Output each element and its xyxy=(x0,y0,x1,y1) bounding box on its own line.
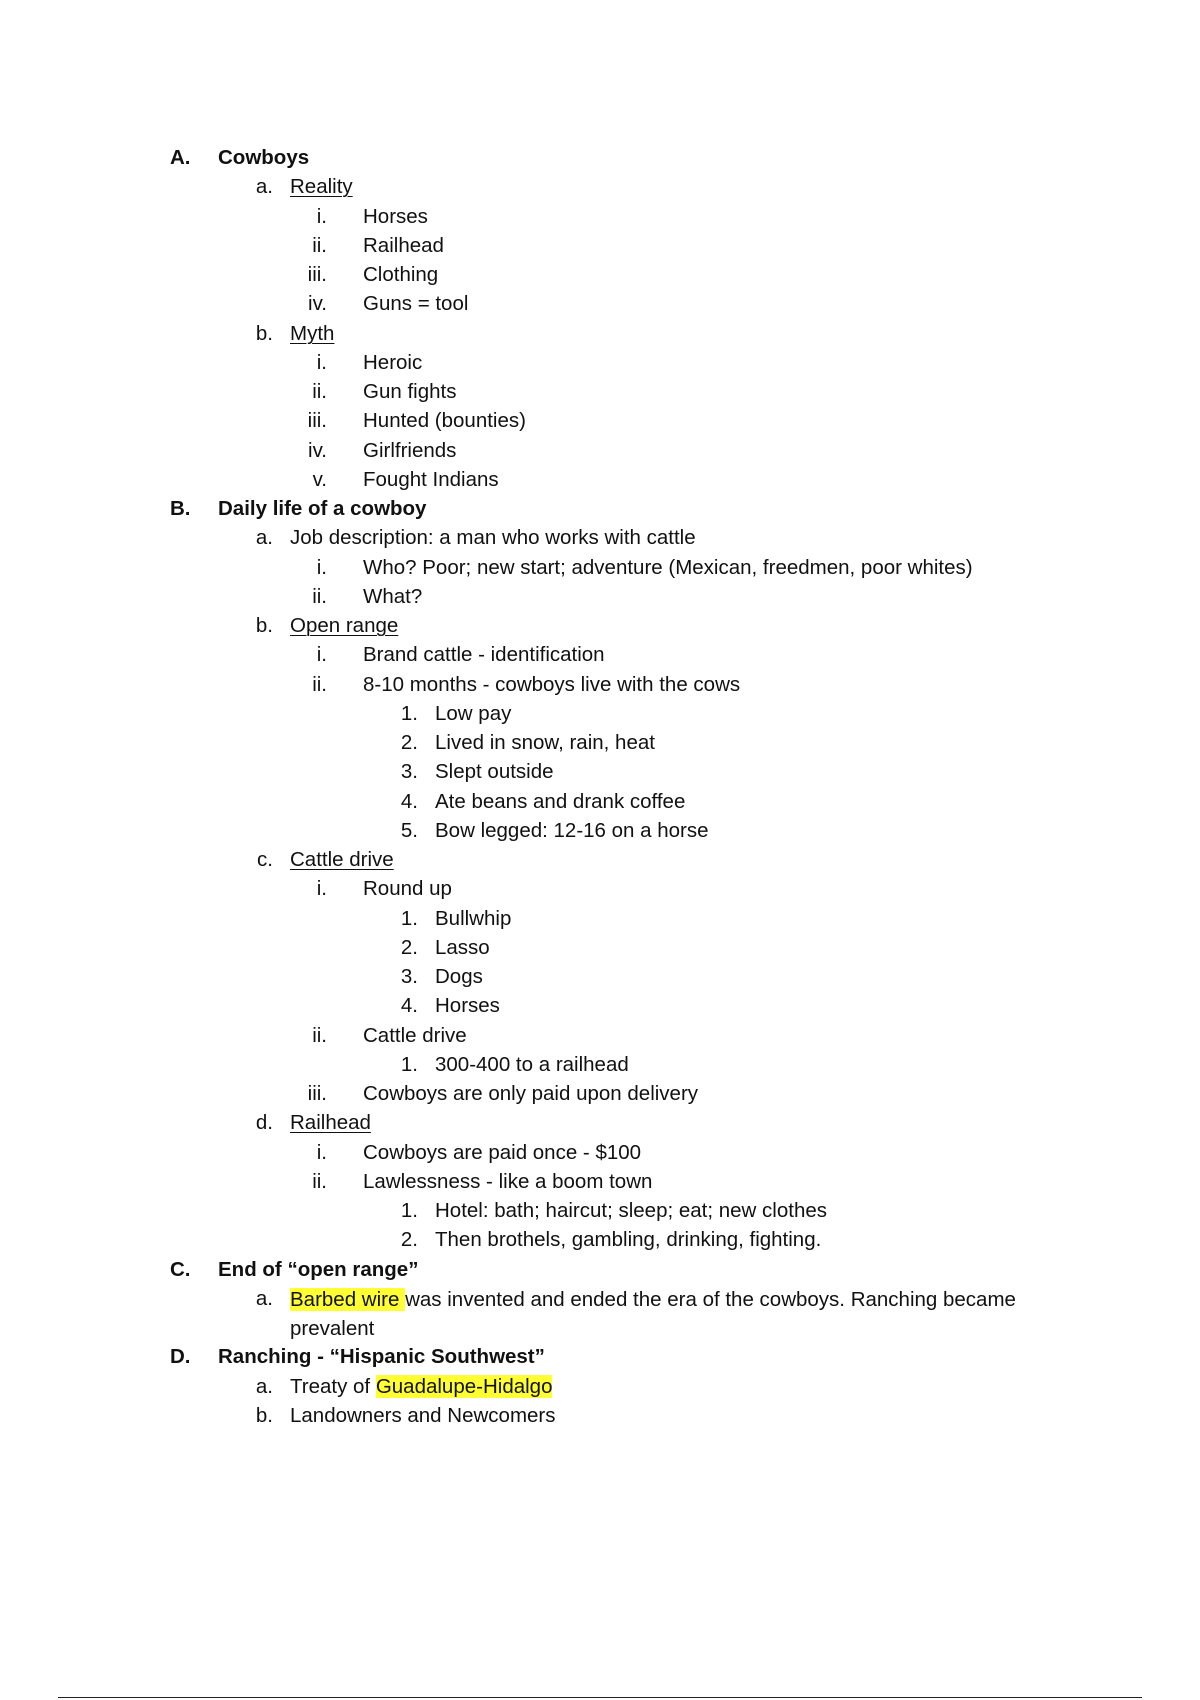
outline-text: Fought Indians xyxy=(363,468,499,491)
outline-text: Guns = tool xyxy=(363,292,469,315)
list-marker: i. xyxy=(316,877,327,900)
outline-text: Open range xyxy=(290,614,399,637)
outline-text xyxy=(290,1285,1090,1343)
outline-text: Brand cattle - identification xyxy=(363,643,605,666)
list-marker: a. xyxy=(255,1375,273,1398)
outline-text: Cattle drive xyxy=(290,848,394,871)
outline-text: Horses xyxy=(435,994,500,1017)
list-marker: c. xyxy=(257,848,273,871)
outline-text: Ranching - “Hispanic Southwest” xyxy=(218,1345,545,1368)
page-bottom-rule xyxy=(58,1697,1142,1698)
outline-text: Who? Poor; new start; adventure (Mexican, freedmen, poor whites) xyxy=(363,556,973,579)
list-marker: 2. xyxy=(400,936,418,959)
outline-text: Slept outside xyxy=(435,760,554,783)
list-marker: 1. xyxy=(400,1199,418,1222)
outline-text: Daily life of a cowboy xyxy=(218,497,427,520)
list-marker: A. xyxy=(170,146,191,169)
list-marker: 1. xyxy=(400,702,418,725)
list-marker: 1. xyxy=(400,1053,418,1076)
list-marker: iv. xyxy=(308,292,327,315)
list-marker: 2. xyxy=(400,1228,418,1251)
list-marker: C. xyxy=(170,1258,191,1281)
list-marker: b. xyxy=(255,322,273,345)
outline-text: Cattle drive xyxy=(363,1024,467,1047)
outline-text: 300-400 to a railhead xyxy=(435,1053,629,1076)
list-marker: i. xyxy=(316,556,327,579)
outline-text: Job description: a man who works with cattle xyxy=(290,526,696,549)
list-marker: 5. xyxy=(400,819,418,842)
list-marker: b. xyxy=(255,1404,273,1427)
list-marker: 4. xyxy=(400,994,418,1017)
outline-text: Gun fights xyxy=(363,380,457,403)
list-marker: ii. xyxy=(312,380,327,403)
list-marker: 1. xyxy=(400,907,418,930)
list-marker: 2. xyxy=(400,731,418,754)
outline-text: Bow legged: 12-16 on a horse xyxy=(435,819,709,842)
outline-text: What? xyxy=(363,585,423,608)
outline-text: Lasso xyxy=(435,936,490,959)
outline-text: Landowners and Newcomers xyxy=(290,1404,556,1427)
outline-text: Lived in snow, rain, heat xyxy=(435,731,655,754)
list-marker: iii. xyxy=(307,263,327,286)
outline-text: End of “open range” xyxy=(218,1258,419,1281)
outline-text: Then brothels, gambling, drinking, fighting. xyxy=(435,1228,822,1251)
outline-text: Clothing xyxy=(363,263,439,286)
list-marker: a. xyxy=(255,526,273,549)
list-marker: D. xyxy=(170,1345,191,1368)
outline-text: Girlfriends xyxy=(363,439,457,462)
list-marker: a. xyxy=(255,1287,273,1310)
outline-text: Reality xyxy=(290,175,353,198)
outline-text: 8-10 months - cowboys live with the cows xyxy=(363,673,741,696)
outline-text: Heroic xyxy=(363,351,423,374)
outline-text: Hunted (bounties) xyxy=(363,409,526,432)
list-marker: ii. xyxy=(312,1170,327,1193)
list-marker: ii. xyxy=(312,1024,327,1047)
list-marker: B. xyxy=(170,497,191,520)
outline-text: Bullwhip xyxy=(435,907,512,930)
outline-text: Myth xyxy=(290,322,335,345)
list-marker: d. xyxy=(255,1111,273,1134)
outline-text: Cowboys xyxy=(218,146,310,169)
list-marker: ii. xyxy=(312,673,327,696)
highlighted-text: Guadalupe-Hidalgo xyxy=(375,1375,553,1398)
list-marker: b. xyxy=(255,614,273,637)
list-marker: i. xyxy=(316,351,327,374)
outline-text: Low pay xyxy=(435,702,512,725)
list-marker: 4. xyxy=(400,790,418,813)
list-marker: ii. xyxy=(312,585,327,608)
list-marker: iii. xyxy=(307,1082,327,1105)
list-marker: a. xyxy=(255,175,273,198)
outline-text: Dogs xyxy=(435,965,483,988)
outline-text: Cowboys are only paid upon delivery xyxy=(363,1082,699,1105)
list-marker: 3. xyxy=(400,760,418,783)
list-marker: i. xyxy=(316,1141,327,1164)
outline-text: Round up xyxy=(363,877,452,900)
outline-text: Railhead xyxy=(290,1111,371,1134)
list-marker: v. xyxy=(312,468,327,491)
outline-text: Ate beans and drank coffee xyxy=(435,790,686,813)
list-marker: 3. xyxy=(400,965,418,988)
outline-text: Horses xyxy=(363,205,428,228)
outline-text: Railhead xyxy=(363,234,444,257)
list-marker: iii. xyxy=(307,409,327,432)
list-marker: i. xyxy=(316,205,327,228)
outline-text: Lawlessness - like a boom town xyxy=(363,1170,653,1193)
outline-text xyxy=(290,1373,552,1401)
list-marker: i. xyxy=(316,643,327,666)
text-run: Treaty of xyxy=(290,1375,376,1398)
list-marker: iv. xyxy=(308,439,327,462)
outline-text: Cowboys are paid once - $100 xyxy=(363,1141,642,1164)
text-run: was invented and ended the era of the cowboys. Ranching became prevalent xyxy=(290,1288,1016,1340)
outline-text: Hotel: bath; haircut; sleep; eat; new clothes xyxy=(435,1199,828,1222)
list-marker: ii. xyxy=(312,234,327,257)
highlighted-text: Barbed wire xyxy=(290,1288,406,1311)
